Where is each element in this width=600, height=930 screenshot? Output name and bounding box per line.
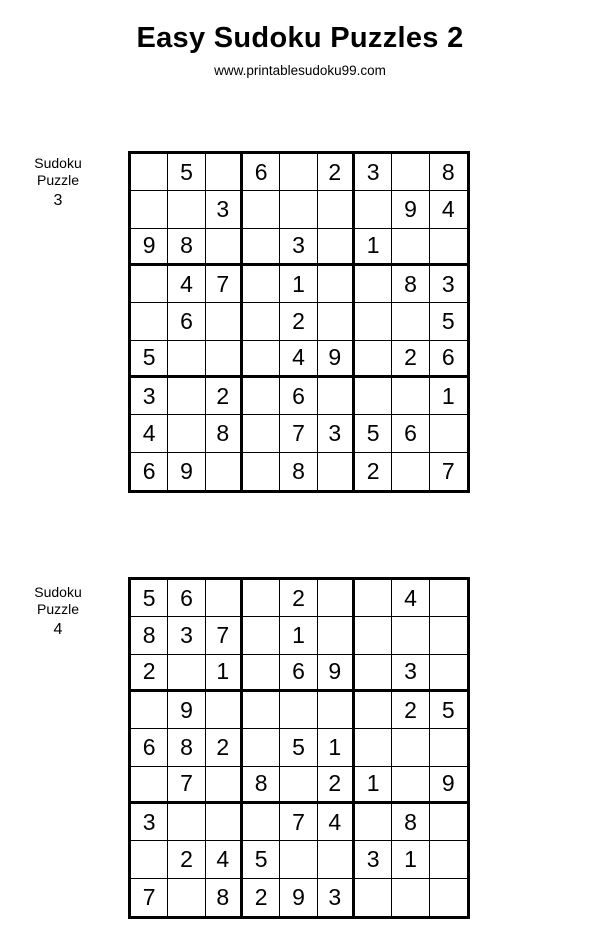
sudoku-cell bbox=[355, 378, 392, 415]
sudoku-cell: 3 bbox=[168, 617, 205, 654]
sudoku-cell bbox=[243, 729, 280, 766]
sudoku-cell: 2 bbox=[206, 378, 243, 415]
sudoku-cell: 6 bbox=[168, 303, 205, 340]
sudoku-cell: 2 bbox=[318, 767, 355, 804]
sudoku-cell bbox=[243, 804, 280, 841]
sudoku-cell: 2 bbox=[243, 879, 280, 916]
sudoku-cell bbox=[280, 191, 317, 228]
sudoku-cell: 2 bbox=[392, 692, 429, 729]
sudoku-cell: 6 bbox=[430, 341, 467, 378]
sudoku-cell bbox=[318, 692, 355, 729]
page-title: Easy Sudoku Puzzles 2 bbox=[136, 22, 464, 54]
sudoku-grid bbox=[128, 577, 470, 919]
sudoku-cell bbox=[280, 841, 317, 878]
sudoku-cell: 6 bbox=[131, 453, 168, 490]
sudoku-cell: 5 bbox=[430, 692, 467, 729]
sudoku-cell bbox=[355, 266, 392, 303]
sudoku-cell bbox=[131, 767, 168, 804]
sudoku-cell: 5 bbox=[131, 580, 168, 617]
sudoku-cell bbox=[131, 303, 168, 340]
sudoku-cell: 8 bbox=[168, 229, 205, 266]
sudoku-cell: 9 bbox=[168, 453, 205, 490]
puzzle-number: 4 bbox=[53, 621, 63, 638]
sudoku-cell: 2 bbox=[131, 655, 168, 692]
sudoku-cell: 9 bbox=[280, 879, 317, 916]
sudoku-cell bbox=[168, 879, 205, 916]
sudoku-cell bbox=[243, 191, 280, 228]
sudoku-cell: 8 bbox=[430, 154, 467, 191]
sudoku-cell bbox=[131, 692, 168, 729]
sudoku-cell: 3 bbox=[280, 229, 317, 266]
sudoku-cell bbox=[318, 453, 355, 490]
sudoku-cell: 8 bbox=[243, 767, 280, 804]
sudoku-cell bbox=[355, 879, 392, 916]
sudoku-cell bbox=[168, 415, 205, 452]
sudoku-cell: 4 bbox=[392, 580, 429, 617]
sudoku-cell bbox=[243, 378, 280, 415]
sudoku-cell bbox=[430, 617, 467, 654]
sudoku-cell: 1 bbox=[392, 841, 429, 878]
sudoku-cell: 3 bbox=[131, 378, 168, 415]
sudoku-cell bbox=[430, 655, 467, 692]
sudoku-cell: 1 bbox=[280, 266, 317, 303]
sudoku-cell bbox=[206, 692, 243, 729]
sudoku-cell: 7 bbox=[168, 767, 205, 804]
sudoku-cell: 9 bbox=[168, 692, 205, 729]
sudoku-cell: 2 bbox=[355, 453, 392, 490]
sudoku-cell: 5 bbox=[168, 154, 205, 191]
sudoku-cell bbox=[243, 617, 280, 654]
sudoku-cell: 8 bbox=[206, 879, 243, 916]
sudoku-cell bbox=[206, 229, 243, 266]
puzzle-label-line2: Puzzle bbox=[36, 601, 80, 617]
sudoku-cell bbox=[318, 617, 355, 654]
sudoku-cell bbox=[243, 229, 280, 266]
sudoku-cell: 7 bbox=[441, 457, 455, 484]
sudoku-cell: 9 bbox=[318, 341, 355, 378]
sudoku-cell: 1 bbox=[355, 229, 392, 266]
sudoku-cell: 3 bbox=[318, 415, 355, 452]
sudoku-cell: 6 bbox=[280, 655, 317, 692]
sudoku-cell bbox=[430, 804, 467, 841]
sudoku-cell: 8 bbox=[280, 453, 317, 490]
sudoku-cell: 8 bbox=[168, 729, 205, 766]
sudoku-cell: 2 bbox=[280, 580, 317, 617]
sudoku-cell: 6 bbox=[243, 154, 280, 191]
sudoku-cell: 4 bbox=[206, 841, 243, 878]
sudoku-cell bbox=[243, 580, 280, 617]
sudoku-cell: 8 bbox=[392, 804, 429, 841]
sudoku-cell: 1 bbox=[206, 655, 243, 692]
sudoku-cell: 3 bbox=[355, 841, 392, 878]
sudoku-cell bbox=[318, 378, 355, 415]
sudoku-cell bbox=[392, 378, 429, 415]
sudoku-cell bbox=[318, 580, 355, 617]
sudoku-cell: 4 bbox=[430, 191, 467, 228]
sudoku-cell bbox=[206, 804, 243, 841]
puzzle-label-line2: Puzzle bbox=[36, 172, 80, 188]
sudoku-cell bbox=[206, 303, 243, 340]
website-url: www.printablesudoku99.com bbox=[214, 63, 386, 78]
sudoku-cell bbox=[392, 453, 429, 490]
sudoku-cell bbox=[318, 841, 355, 878]
sudoku-cell: 2 bbox=[392, 341, 429, 378]
sudoku-cell bbox=[318, 229, 355, 266]
sudoku-cell bbox=[392, 879, 429, 916]
sudoku-cell: 8 bbox=[392, 266, 429, 303]
sudoku-cell: 7 bbox=[280, 415, 317, 452]
sudoku-cell: 6 bbox=[392, 415, 429, 452]
sudoku-cell: 8 bbox=[131, 617, 168, 654]
sudoku-cell bbox=[206, 453, 243, 490]
sudoku-cell bbox=[243, 341, 280, 378]
sudoku-cell bbox=[355, 191, 392, 228]
sudoku-cell: 7 bbox=[131, 879, 168, 916]
sudoku-cell bbox=[318, 303, 355, 340]
sudoku-cell bbox=[131, 154, 168, 191]
sudoku-cell: 5 bbox=[131, 341, 168, 378]
sudoku-cell bbox=[392, 617, 429, 654]
sudoku-cell bbox=[355, 341, 392, 378]
sudoku-cell: 4 bbox=[168, 266, 205, 303]
sudoku-cell: 4 bbox=[131, 415, 168, 452]
sudoku-cell bbox=[280, 767, 317, 804]
sudoku-cell bbox=[392, 303, 429, 340]
sudoku-cell bbox=[206, 154, 243, 191]
sudoku-cell: 2 bbox=[168, 841, 205, 878]
sudoku-cell: 3 bbox=[430, 266, 467, 303]
sudoku-cell bbox=[243, 453, 280, 490]
sudoku-cell: 3 bbox=[206, 191, 243, 228]
sudoku-cell: 1 bbox=[318, 729, 355, 766]
sudoku-cell bbox=[318, 266, 355, 303]
sudoku-cell: 3 bbox=[355, 154, 392, 191]
sudoku-cell bbox=[280, 154, 317, 191]
sudoku-cell bbox=[392, 767, 429, 804]
sudoku-cell: 1 bbox=[280, 617, 317, 654]
sudoku-cell: 8 bbox=[206, 415, 243, 452]
sudoku-cell: 2 bbox=[318, 154, 355, 191]
sudoku-cell: 3 bbox=[392, 655, 429, 692]
sudoku-cell bbox=[355, 804, 392, 841]
sudoku-cell bbox=[355, 617, 392, 654]
sudoku-cell: 6 bbox=[280, 378, 317, 415]
sudoku-cell bbox=[318, 191, 355, 228]
sudoku-cell: 9 bbox=[430, 767, 467, 804]
sudoku-cell bbox=[243, 692, 280, 729]
sudoku-cell: 7 bbox=[206, 617, 243, 654]
sudoku-cell: 3 bbox=[318, 879, 355, 916]
sudoku-cell bbox=[430, 415, 467, 452]
sudoku-cell bbox=[243, 303, 280, 340]
sudoku-cell bbox=[392, 729, 429, 766]
sudoku-cell bbox=[355, 303, 392, 340]
sudoku-cell bbox=[355, 580, 392, 617]
sudoku-cell: 9 bbox=[131, 229, 168, 266]
sudoku-cell bbox=[355, 655, 392, 692]
sudoku-cell: 7 bbox=[280, 804, 317, 841]
sudoku-cell: 9 bbox=[318, 655, 355, 692]
sudoku-cell bbox=[430, 879, 467, 916]
sudoku-cell bbox=[243, 655, 280, 692]
sudoku-cell: 3 bbox=[131, 804, 168, 841]
sudoku-cell: 5 bbox=[430, 303, 467, 340]
sudoku-cell bbox=[430, 841, 467, 878]
sudoku-cell bbox=[206, 341, 243, 378]
sudoku-cell bbox=[392, 154, 429, 191]
sudoku-cell bbox=[168, 191, 205, 228]
sudoku-cell bbox=[355, 692, 392, 729]
sudoku-cell: 2 bbox=[206, 729, 243, 766]
puzzle-number: 3 bbox=[53, 192, 63, 209]
sudoku-cell bbox=[168, 341, 205, 378]
sudoku-cell bbox=[206, 580, 243, 617]
sudoku-cell bbox=[392, 229, 429, 266]
sudoku-cell bbox=[168, 804, 205, 841]
sudoku-cell bbox=[243, 415, 280, 452]
puzzle-label-line1: Sudoku bbox=[34, 584, 82, 600]
sudoku-cell: 5 bbox=[243, 841, 280, 878]
sudoku-cell: 7 bbox=[206, 266, 243, 303]
sudoku-cell bbox=[206, 767, 243, 804]
sudoku-cell bbox=[280, 692, 317, 729]
sudoku-cell: 1 bbox=[355, 767, 392, 804]
sudoku-cell: 5 bbox=[280, 729, 317, 766]
sudoku-cell bbox=[430, 580, 467, 617]
sudoku-cell: 4 bbox=[318, 804, 355, 841]
puzzle-label-line1: Sudoku bbox=[34, 155, 82, 171]
sudoku-cell bbox=[131, 191, 168, 228]
sudoku-cell: 1 bbox=[430, 378, 467, 415]
puzzle-label bbox=[18, 155, 98, 209]
sudoku-grid bbox=[128, 151, 470, 493]
sudoku-cell bbox=[355, 729, 392, 766]
sudoku-cell bbox=[131, 266, 168, 303]
sudoku-cell bbox=[131, 841, 168, 878]
sudoku-cell bbox=[243, 266, 280, 303]
sudoku-cell: 5 bbox=[355, 415, 392, 452]
sudoku-cell bbox=[168, 655, 205, 692]
sudoku-cell: 9 bbox=[392, 191, 429, 228]
sudoku-cell: 2 bbox=[280, 303, 317, 340]
sudoku-cell: 6 bbox=[131, 729, 168, 766]
sudoku-cell: 6 bbox=[168, 580, 205, 617]
puzzle-label bbox=[18, 584, 98, 638]
sudoku-cell bbox=[430, 229, 467, 266]
sudoku-cell: 4 bbox=[280, 341, 317, 378]
sudoku-cell bbox=[168, 378, 205, 415]
sudoku-cell bbox=[430, 729, 467, 766]
